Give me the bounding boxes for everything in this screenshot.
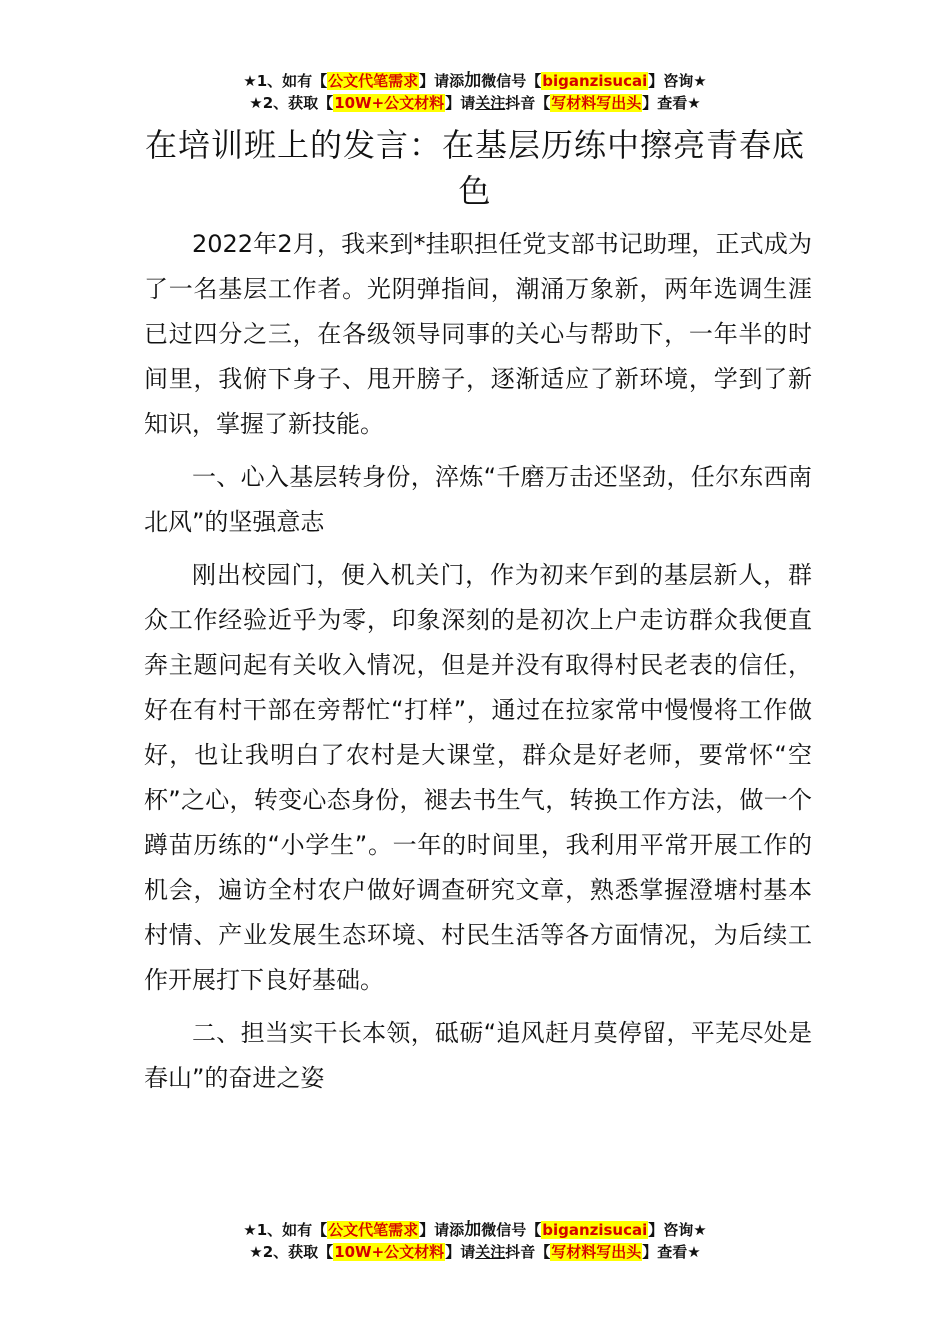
promo-text: 微信号【 xyxy=(481,72,542,90)
promo-banner-bottom xyxy=(0,1219,950,1263)
promo-text: 抖音【 xyxy=(505,94,551,112)
promo-line-1 xyxy=(0,1219,950,1241)
promo-text: 】咨询★ xyxy=(648,1221,707,1239)
paragraph-intro: 2022年2月，我来到*挂职担任党支部书记助理，正式成为了一名基层工作者。光阴弹指间，潮涌万象新，两年选调生涯已过四分之三，在各级领导同事的关心与帮助下，一年半的时间里，我俯下身子、甩开膀子，逐渐适应了新环境，学到了新知识，掌握了新技能。 xyxy=(144,230,812,438)
promo-highlight: 公文代笔需求 xyxy=(328,72,419,90)
promo-text: 】请 xyxy=(445,1243,476,1261)
promo-douyin-id: 写材料写出头 xyxy=(551,94,642,112)
section-heading-2: 二、担当实干长本领，砥砺“追风赶月莫停留，平芜尽处是春山”的奋进之姿 xyxy=(144,1019,812,1092)
promo-text: 】请添 xyxy=(419,1221,465,1239)
promo-line-2 xyxy=(0,92,950,114)
promo-text: 】请添 xyxy=(419,72,465,90)
promo-text: ★1、如有【 xyxy=(243,72,328,90)
promo-text: ★2、获取【 xyxy=(249,1243,334,1261)
promo-text: 关注 xyxy=(475,94,506,112)
promo-text: 】请 xyxy=(445,94,476,112)
paragraph-section-1: 刚出校园门，便入机关门，作为初来乍到的基层新人，群众工作经验近乎为零，印象深刻的是初次上户走访群众我便直奔主题问起有关收入情况，但是并没有取得村民老表的信任，好在有村干部在旁帮忙“打样”，通过在拉家常中慢慢将工作做好，也让我明白了农村是大课堂，群众是好老师，要常怀“空杯”之心，转变心态身份，褪去书生气，转换工作方法，做一个蹲苗历练的“小学生”。一年的时间里，我利用平常开展工作的机会，遍访全村农户做好调查研究文章，熟悉掌握澄塘村基本村情、产业发展生态环境、村民生活等各方面情况，为后续工作开展打下良好基础。 xyxy=(144,561,812,994)
document-body xyxy=(144,222,812,1109)
promo-text: 】查看★ xyxy=(642,94,701,112)
promo-banner-top xyxy=(0,70,950,114)
promo-text: ★1、如有【 xyxy=(243,1221,328,1239)
promo-line-1 xyxy=(0,70,950,92)
promo-douyin-id: 写材料写出头 xyxy=(551,1243,642,1261)
promo-text: 】咨询★ xyxy=(648,72,707,90)
promo-text: 】查看★ xyxy=(642,1243,701,1261)
promo-text: 关注 xyxy=(475,1243,506,1261)
promo-wechat-id: biganzisucai xyxy=(542,72,648,90)
promo-highlight: 10W+公文材料 xyxy=(334,94,445,112)
promo-text: 加 xyxy=(464,1220,482,1240)
document-title: 在培训班上的发言：在基层历练中擦亮青春底色 xyxy=(144,126,805,210)
promo-line-2 xyxy=(0,1241,950,1263)
promo-text: 抖音【 xyxy=(505,1243,551,1261)
promo-text: 微信号【 xyxy=(481,1221,542,1239)
section-heading-1: 一、心入基层转身份，淬炼“千磨万击还坚劲，任尔东西南北风”的坚强意志 xyxy=(144,463,812,536)
promo-text: ★2、获取【 xyxy=(249,94,334,112)
promo-highlight: 10W+公文材料 xyxy=(334,1243,445,1261)
promo-highlight: 公文代笔需求 xyxy=(328,1221,419,1239)
promo-text: 加 xyxy=(464,71,482,91)
promo-wechat-id: biganzisucai xyxy=(542,1221,648,1239)
